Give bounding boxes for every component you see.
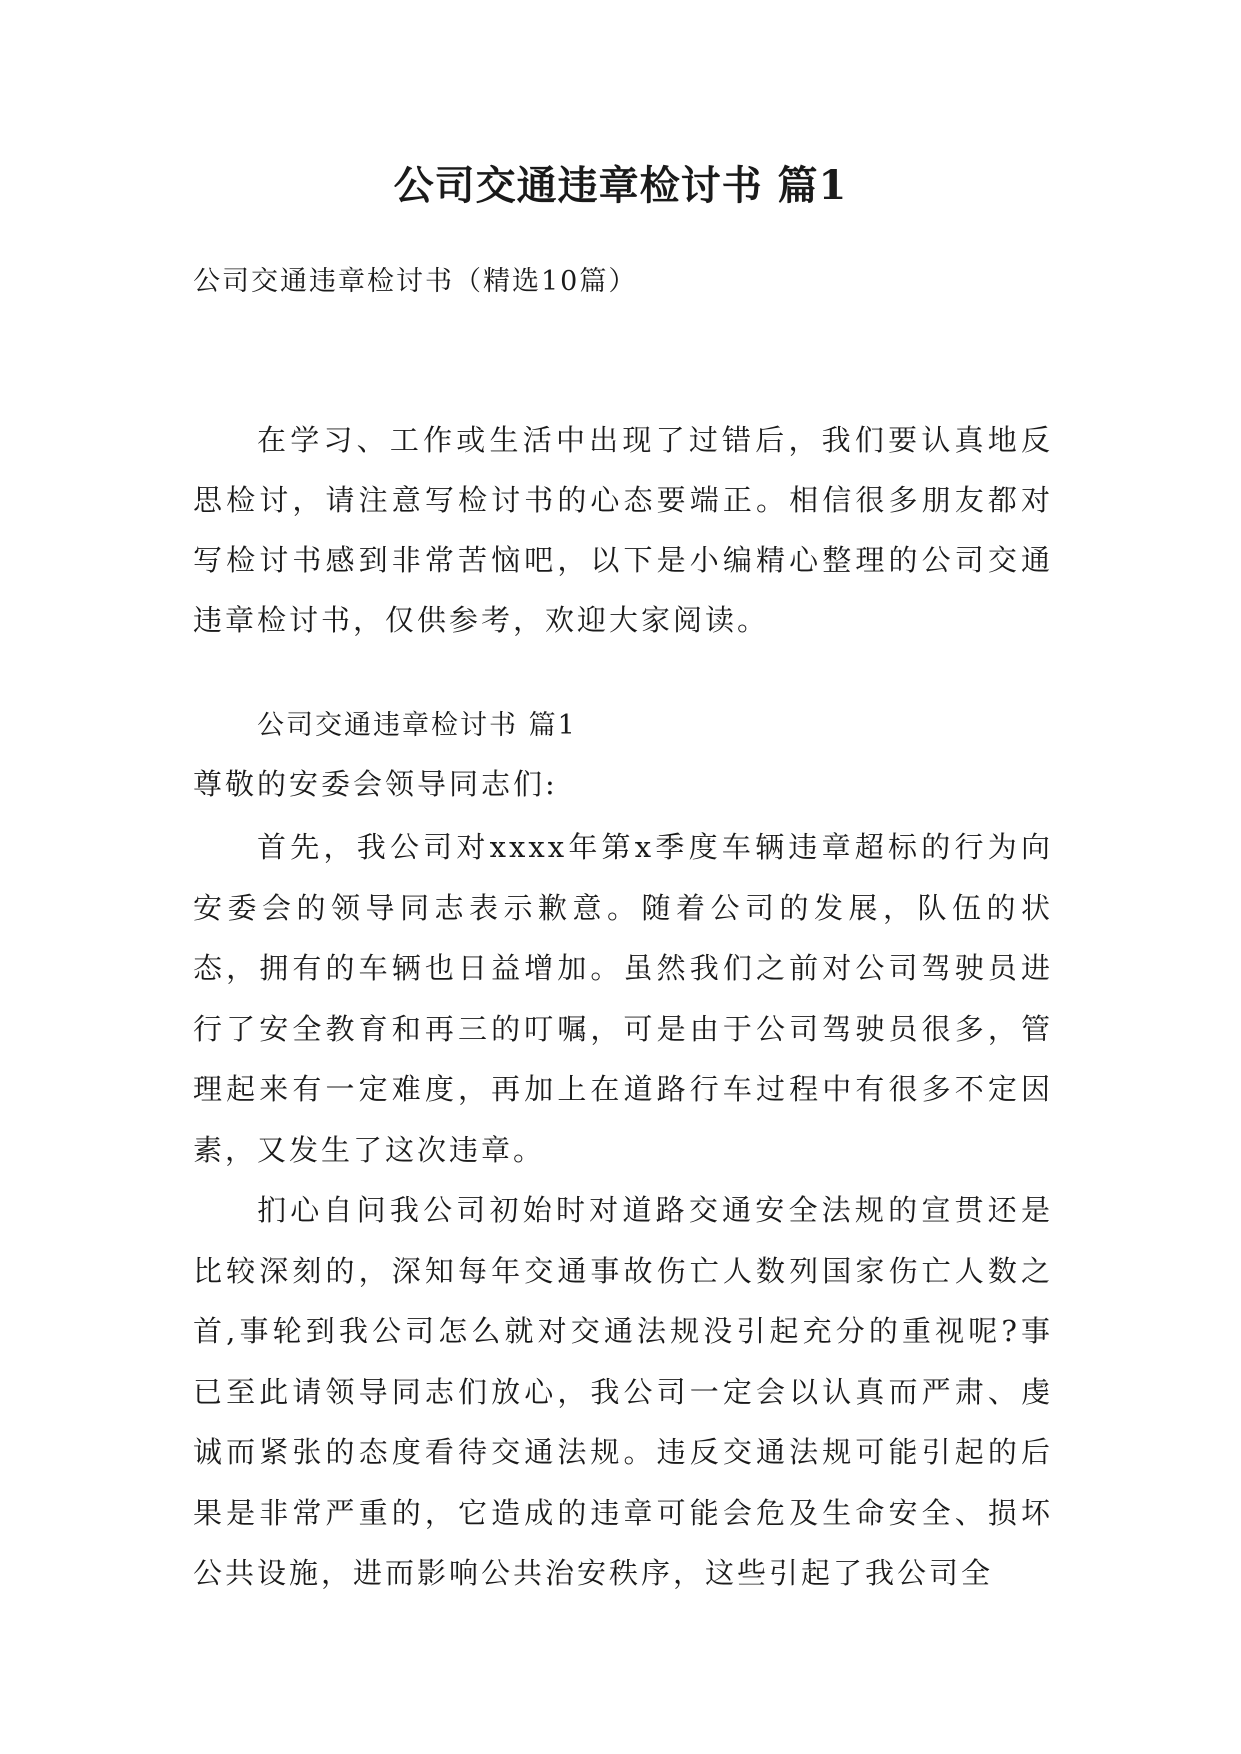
document-title: 公司交通违章检讨书 篇1	[393, 162, 848, 209]
body-paragraph: 扪心自问我公司初始时对道路交通安全法规的宣贯还是比较深刻的，深知每年交通事故伤亡人数列国家伤亡人数之首,事轮到我公司怎么就对交通法规没引起充分的重视呢?事已至此请领导同志们放心，我公司一定会以认真而严肃、虔诚而紧张的态度看待交通法规。违反交通法规可能引起的后果是非常严重的，它造成的违章可能会危及生命安全、损坏公共设施，进而影响公共治安秩序，这些引起了我公司全	[193, 1193, 1053, 1590]
intro-paragraph: 在学习、工作或生活中出现了过错后，我们要认真地反思检讨，请注意写检讨书的心态要端正。相信很多朋友都对写检讨书感到非常苦恼吧，以下是小编精心整理的公司交通违章检讨书，仅供参考，欢迎大家阅读。	[193, 423, 1053, 637]
section-heading: 公司交通违章检讨书 篇1	[257, 710, 577, 741]
salutation: 尊敬的安委会领导同志们:	[193, 767, 558, 801]
letter-body	[193, 817, 1053, 1604]
document-subtitle: 公司交通违章检讨书（精选10篇）	[193, 266, 638, 297]
body-paragraph: 首先，我公司对xxxx年第x季度车辆违章超标的行为向安委会的领导同志表示歉意。随着公司的发展，队伍的状态，拥有的车辆也日益增加。虽然我们之前对公司驾驶员进行了安全教育和再三的叮嘱，可是由于公司驾驶员很多，管理起来有一定难度，再加上在道路行车过程中有很多不定因素，又发生了这次违章。	[193, 830, 1053, 1167]
intro-section	[193, 410, 1053, 650]
